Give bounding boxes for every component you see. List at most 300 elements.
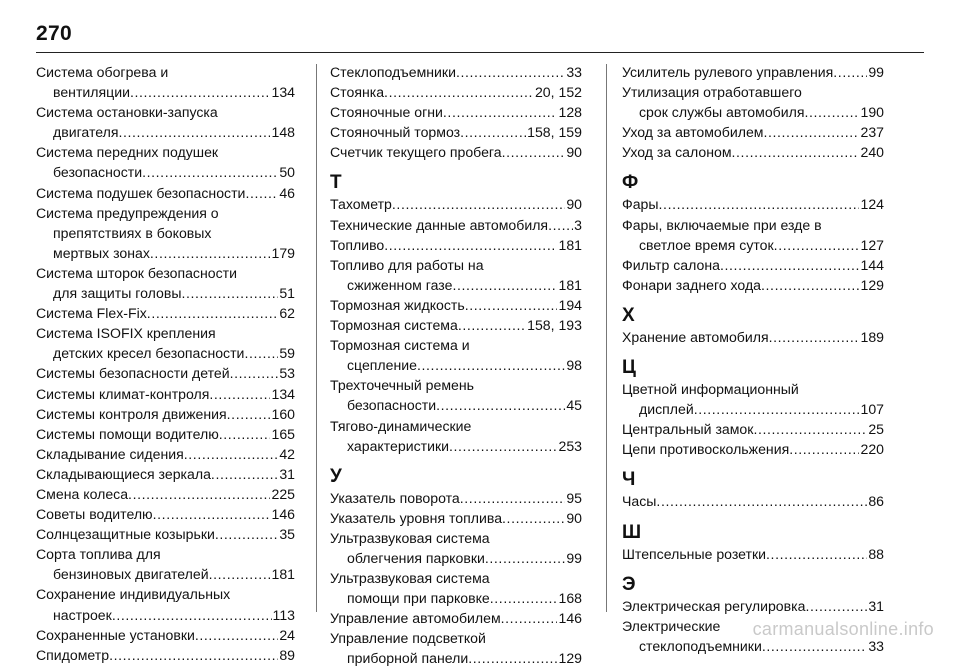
entry-last-line (330, 102, 582, 122)
entry-last-line (622, 275, 884, 295)
index-entry (36, 424, 295, 444)
entry-text: Спидометр (36, 646, 110, 663)
entry-last-line (622, 142, 884, 162)
column-divider (606, 64, 607, 612)
entry-text: Смена колеса (36, 485, 129, 502)
index-entry (622, 255, 884, 275)
section-letter: Ш (622, 521, 642, 543)
dot-leader (245, 183, 278, 203)
entry-text: Системы помощи водителю (36, 425, 219, 442)
entry-line: Ультразвуковая система (330, 529, 490, 546)
index-entry (622, 62, 884, 82)
section-letter: Х (622, 304, 635, 326)
entry-text: Уход за автомобилем (622, 124, 764, 141)
index-column-2 (330, 62, 582, 669)
page-ref: 253 (558, 437, 582, 454)
entry-last-line (622, 327, 884, 347)
entry-text: Системы безопасности детей (36, 365, 230, 382)
entry-last-line (36, 243, 295, 263)
dot-leader (452, 275, 557, 295)
dot-leader (465, 295, 558, 315)
column-divider (316, 64, 317, 612)
page-ref: 160 (271, 405, 295, 422)
entry-text: Управление автомобилем (330, 610, 501, 627)
entry-last-line (36, 424, 295, 444)
entry-line: Система обогрева и (36, 64, 169, 80)
index-entry (330, 102, 582, 122)
dot-leader (804, 102, 859, 122)
entry-text: светлое время суток (639, 236, 774, 253)
index-entry (36, 645, 295, 665)
index-entry (36, 444, 295, 464)
index-entry (622, 327, 884, 347)
page-ref: 45 (566, 397, 582, 414)
entry-last-line (36, 484, 295, 504)
dot-leader (548, 215, 573, 235)
page-ref: 20, 152 (534, 84, 582, 101)
index-entry (330, 142, 582, 162)
header-rule (36, 52, 924, 53)
entry-line: Тягово-динамические (330, 417, 472, 434)
dot-leader (219, 424, 271, 444)
entry-text: Тормозная жидкость (330, 296, 465, 313)
index-entry (330, 375, 582, 415)
entry-line: Тормозная система и (330, 337, 470, 354)
entry-last-line (36, 504, 295, 524)
entry-text: Тормозная система (330, 317, 458, 334)
dot-leader (789, 439, 859, 459)
index-entry (622, 596, 884, 616)
page-ref: 124 (860, 196, 884, 213)
entry-text: безопасности (53, 164, 143, 181)
section-letter: Ф (622, 172, 639, 194)
dot-leader (392, 194, 565, 214)
dot-leader (417, 355, 565, 375)
dot-leader (384, 82, 534, 102)
dot-leader (211, 464, 278, 484)
index-entry (622, 215, 884, 255)
entry-text: Штепсельные розетки (622, 545, 767, 562)
page-ref: 86 (868, 493, 884, 510)
entry-text: мертвых зонах (53, 244, 150, 261)
page-ref: 148 (271, 124, 295, 141)
entry-text: Сохраненные установки (36, 626, 195, 643)
index-entry (36, 464, 295, 484)
index-entry (36, 323, 295, 363)
index-entry (622, 491, 884, 511)
dot-leader (460, 488, 566, 508)
entry-text: Центральный замок (622, 421, 754, 438)
entry-last-line (36, 605, 295, 625)
index-entry (36, 142, 295, 182)
entry-last-line (36, 122, 295, 142)
index-entry (330, 568, 582, 608)
entry-text: стеклоподъемники (639, 637, 762, 654)
page-ref: 3 (574, 216, 582, 233)
index-entry (622, 544, 884, 564)
entry-text: Стояночные огни (330, 104, 443, 121)
entry-last-line (330, 508, 582, 528)
index-entry (330, 508, 582, 528)
page-ref: 129 (558, 650, 582, 667)
entry-text: двигателя (53, 124, 119, 141)
entry-last-line (330, 235, 582, 255)
index-entry (622, 194, 884, 214)
dot-leader (230, 363, 279, 383)
index-entry (330, 235, 582, 255)
dot-leader (468, 648, 557, 668)
entry-text: Фонари заднего хода (622, 276, 762, 293)
index-entry (36, 524, 295, 544)
page-ref: 144 (860, 256, 884, 273)
entry-last-line (36, 404, 295, 424)
dot-leader (720, 255, 859, 275)
page-ref: 179 (271, 244, 295, 261)
entry-last-line (622, 255, 884, 275)
entry-text: Электрическая регулировка (622, 597, 806, 614)
page-ref: 88 (868, 545, 884, 562)
dot-leader (181, 283, 278, 303)
dot-leader (766, 544, 867, 564)
page-ref: 33 (566, 64, 582, 80)
entry-last-line (622, 439, 884, 459)
page-ref: 50 (279, 164, 295, 181)
dot-leader (774, 235, 860, 255)
entry-text: Советы водителю (36, 506, 153, 523)
index-entry (36, 544, 295, 584)
index-entry (36, 404, 295, 424)
dot-leader (805, 596, 867, 616)
index-entry (622, 439, 884, 459)
dot-leader (502, 142, 566, 162)
page-ref: 24 (279, 626, 295, 643)
entry-last-line (36, 384, 295, 404)
page-ref: 35 (279, 526, 295, 543)
dot-leader (184, 444, 279, 464)
entry-text: характеристики (347, 437, 449, 454)
entry-line: Фары, включаемые при езде в (622, 216, 822, 233)
index-entry (330, 194, 582, 214)
entry-last-line (36, 444, 295, 464)
index-entry (622, 275, 884, 295)
entry-text: Складывающиеся зеркала (36, 465, 211, 482)
entry-last-line (36, 464, 295, 484)
dot-leader (501, 608, 558, 628)
entry-line: Цветной информационный (622, 381, 799, 398)
index-entry (36, 263, 295, 303)
page-ref: 90 (566, 196, 582, 213)
entry-text: Системы контроля движения (36, 405, 227, 422)
page-ref: 129 (860, 276, 884, 293)
entry-last-line (330, 142, 582, 162)
entry-last-line (622, 102, 884, 122)
entry-text: Усилитель рулевого управления (622, 64, 834, 80)
entry-text: Тахометр (330, 196, 392, 213)
page-ref: 31 (279, 465, 295, 482)
entry-last-line (622, 491, 884, 511)
page-ref: 99 (566, 549, 582, 566)
entry-text: Уход за салоном (622, 144, 732, 161)
page-ref: 168 (558, 590, 582, 607)
dot-leader (130, 82, 271, 102)
index-entry (330, 416, 582, 456)
entry-text: Солнцезащитные козырьки (36, 526, 215, 543)
entry-last-line (330, 355, 582, 375)
entry-last-line (330, 275, 582, 295)
index-entry (36, 203, 295, 263)
entry-last-line (622, 235, 884, 255)
index-column-1 (36, 62, 295, 665)
entry-last-line (330, 395, 582, 415)
entry-line: Система ISOFIX крепления (36, 325, 216, 342)
index-entry (330, 488, 582, 508)
entry-last-line (36, 183, 295, 203)
page-ref: 225 (271, 485, 295, 502)
index-entry (36, 384, 295, 404)
watermark: carmanualsonline.info (752, 619, 934, 639)
entry-text: сцепление (347, 357, 417, 374)
index-entry (36, 102, 295, 142)
dot-leader (656, 491, 867, 511)
page-ref: 237 (860, 124, 884, 141)
dot-leader (244, 343, 278, 363)
dot-leader (384, 235, 557, 255)
dot-leader (458, 315, 526, 335)
page-ref: 181 (558, 236, 582, 253)
dot-leader (150, 243, 271, 263)
page-ref: 158, 159 (527, 124, 582, 141)
index-entry (330, 628, 582, 668)
dot-leader (659, 194, 860, 214)
dot-leader (215, 524, 278, 544)
section-letter: Ч (622, 469, 636, 491)
dot-leader (443, 102, 558, 122)
dot-leader (153, 504, 271, 524)
dot-leader (209, 564, 271, 584)
dot-leader (142, 162, 278, 182)
entry-text: Фильтр салона (622, 256, 720, 273)
page-ref: 33 (868, 637, 884, 654)
index-entry (330, 122, 582, 142)
dot-leader (732, 142, 860, 162)
entry-text: облегчения парковки (347, 549, 485, 566)
entry-text: срок службы автомобиля (639, 104, 805, 121)
entry-line: препятствиях в боковых (53, 224, 212, 241)
page-ref: 165 (271, 425, 295, 442)
page-ref: 89 (279, 646, 295, 663)
entry-line: Сохранение индивидуальных (36, 586, 231, 603)
page-ref: 62 (279, 305, 295, 322)
entry-line: Утилизация отработавшего (622, 84, 802, 101)
page-ref: 190 (860, 104, 884, 121)
entry-last-line (36, 82, 295, 102)
page-number: 270 (36, 22, 72, 45)
index-entry (36, 62, 295, 102)
entry-text: приборной панели (347, 650, 469, 667)
index-entry (36, 504, 295, 524)
entry-last-line (330, 62, 582, 82)
entry-text: Система Flex-Fix (36, 305, 147, 322)
page-ref: 107 (860, 401, 884, 418)
index-entry (622, 82, 884, 122)
index-entry (330, 82, 582, 102)
entry-text: Счетчик текущего пробега (330, 144, 502, 161)
entry-text: для защиты головы (53, 285, 182, 302)
entry-last-line (622, 399, 884, 419)
index-entry (36, 183, 295, 203)
entry-line: Система передних подушек (36, 144, 219, 161)
dot-leader (449, 436, 557, 456)
entry-text: детских кресел безопасности (53, 345, 245, 362)
entry-line: Система шторок безопасности (36, 264, 237, 281)
entry-text: Хранение автомобиля (622, 328, 769, 345)
dot-leader (763, 122, 859, 142)
entry-text: настроек (53, 606, 112, 623)
page-ref: 134 (271, 84, 295, 101)
entry-last-line (330, 82, 582, 102)
entry-last-line (622, 419, 884, 439)
entry-line: Управление подсветкой (330, 630, 486, 647)
entry-last-line (330, 488, 582, 508)
index-entry (36, 584, 295, 624)
entry-text: Указатель поворота (330, 489, 460, 506)
entry-last-line (36, 564, 295, 584)
dot-leader (753, 419, 867, 439)
dot-leader (436, 395, 565, 415)
dot-leader (128, 484, 270, 504)
page-ref: 46 (279, 184, 295, 201)
entry-last-line (330, 588, 582, 608)
page-ref: 146 (271, 506, 295, 523)
entry-last-line (330, 215, 582, 235)
entry-text: дисплей (639, 401, 694, 418)
entry-last-line (622, 194, 884, 214)
index-entry (622, 122, 884, 142)
section-letter: Э (622, 573, 636, 595)
page-ref: 128 (558, 104, 582, 121)
index-entry (330, 215, 582, 235)
entry-line: Система предупреждения о (36, 204, 219, 221)
entry-line: Ультразвуковая система (330, 570, 490, 587)
entry-last-line (330, 122, 582, 142)
entry-text: Фары (622, 196, 659, 213)
page-ref: 127 (860, 236, 884, 253)
entry-text: Технические данные автомобиля (330, 216, 549, 233)
entry-line: Сорта топлива для (36, 546, 161, 563)
index-entry (36, 303, 295, 323)
page-ref: 113 (272, 606, 295, 623)
index-entry (36, 363, 295, 383)
index-entry (330, 608, 582, 628)
entry-line: Электрические (622, 617, 721, 634)
dot-leader (147, 303, 279, 323)
dot-leader (460, 122, 526, 142)
page-ref: 25 (868, 421, 884, 438)
entry-text: Стеклоподъемники (330, 64, 456, 80)
index-entry (330, 335, 582, 375)
entry-text: безопасности (347, 397, 437, 414)
entry-last-line (36, 645, 295, 665)
index-column-3 (622, 62, 884, 656)
page-ref: 90 (566, 509, 582, 526)
page-ref: 53 (279, 365, 295, 382)
dot-leader (833, 62, 867, 82)
index-entry (622, 379, 884, 419)
dot-leader (490, 588, 558, 608)
dot-leader (209, 384, 270, 404)
entry-text: Система подушек безопасности (36, 184, 246, 201)
dot-leader (761, 275, 859, 295)
page-ref: 158, 193 (527, 317, 582, 334)
entry-text: сжиженном газе (347, 276, 453, 293)
entry-last-line (622, 596, 884, 616)
dot-leader (502, 508, 565, 528)
index-entry (622, 419, 884, 439)
entry-last-line (622, 62, 884, 82)
entry-last-line (330, 648, 582, 668)
page-ref: 181 (271, 566, 295, 583)
index-entry (36, 484, 295, 504)
entry-text: вентиляции (53, 84, 130, 101)
page-ref: 189 (860, 328, 884, 345)
index-entry (622, 142, 884, 162)
page-ref: 59 (279, 345, 295, 362)
page-ref: 194 (558, 296, 582, 313)
entry-last-line (330, 295, 582, 315)
entry-last-line (330, 608, 582, 628)
page-ref: 99 (868, 64, 884, 80)
entry-line: Трехточечный ремень (330, 377, 474, 394)
page-ref: 95 (566, 489, 582, 506)
index-entry (330, 315, 582, 335)
entry-last-line (36, 303, 295, 323)
entry-text: бензиновых двигателей (53, 566, 209, 583)
section-letter: Ц (622, 357, 636, 379)
entry-last-line (330, 436, 582, 456)
section-letter: Т (330, 172, 342, 194)
entry-last-line (36, 363, 295, 383)
dot-leader (694, 399, 860, 419)
entry-last-line (36, 283, 295, 303)
page-ref: 134 (271, 385, 295, 402)
page-ref: 42 (279, 445, 295, 462)
entry-line: Топливо для работы на (330, 256, 484, 273)
page-ref: 146 (558, 610, 582, 627)
entry-text: Указатель уровня топлива (330, 509, 503, 526)
index-entry (330, 295, 582, 315)
entry-text: Складывание сидения (36, 445, 184, 462)
dot-leader (769, 327, 860, 347)
dot-leader (112, 605, 272, 625)
entry-text: Системы климат-контроля (36, 385, 210, 402)
entry-last-line (330, 194, 582, 214)
dot-leader (456, 62, 565, 82)
entry-last-line (36, 343, 295, 363)
entry-last-line (330, 315, 582, 335)
entry-text: помощи при парковке (347, 590, 490, 607)
page-ref: 98 (566, 357, 582, 374)
dot-leader (109, 645, 278, 665)
index-entry (330, 62, 582, 82)
entry-last-line (36, 524, 295, 544)
entry-last-line (622, 122, 884, 142)
dot-leader (485, 548, 565, 568)
page-ref: 90 (566, 144, 582, 161)
page-ref: 220 (860, 441, 884, 458)
entry-last-line (36, 162, 295, 182)
page-ref: 31 (868, 597, 884, 614)
entry-text: Топливо (330, 236, 385, 253)
